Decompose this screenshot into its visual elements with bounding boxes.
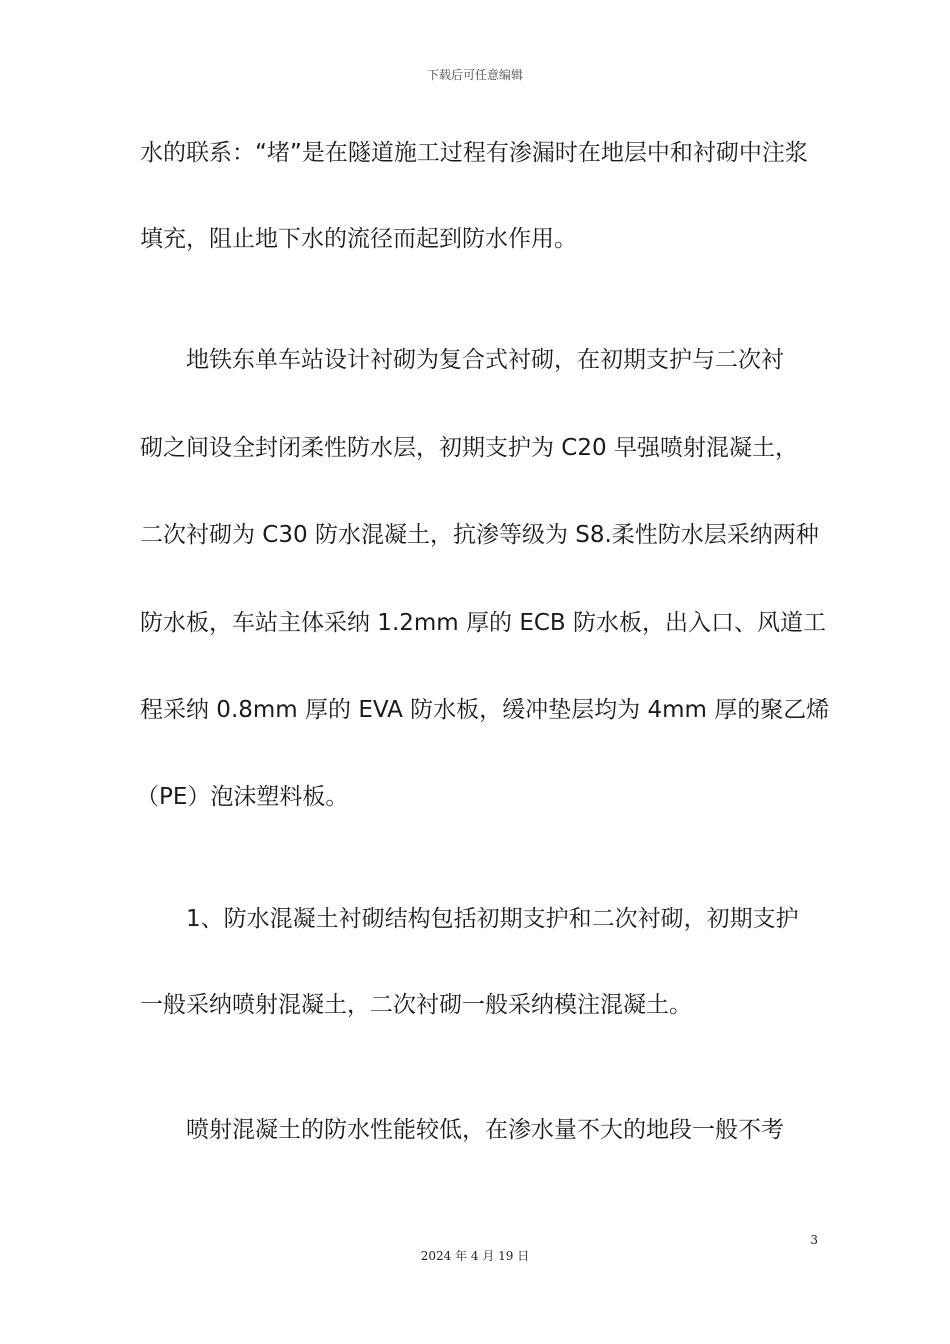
paragraph-2-line-4: 防水板，车站主体采纳 1.2mm 厚的 ECB 防水板，出入口、风道工 xyxy=(140,610,827,636)
paragraph-4-line-1: 喷射混凝土的防水性能较低，在渗水量不大的地段一般不考 xyxy=(186,1117,784,1143)
paragraph-2-line-6: （PE）泡沫塑料板。 xyxy=(136,784,349,810)
paragraph-2-line-5: 程采纳 0.8mm 厚的 EVA 防水板，缓冲垫层均为 4mm 厚的聚乙烯 xyxy=(140,697,830,723)
paragraph-1-line-1: 水的联系：“堵”是在隧道施工过程有渗漏时在地层中和衬砌中注浆 xyxy=(140,140,808,166)
paragraph-2-line-1: 地铁东单车站设计衬砌为复合式衬砌，在初期支护与二次衬 xyxy=(186,347,784,373)
page-header: 下载后可任意编辑 xyxy=(426,68,523,82)
paragraph-3-line-2: 一般采纳喷射混凝土，二次衬砌一般采纳模注混凝土。 xyxy=(140,992,692,1018)
paragraph-1-line-2: 填充，阻止地下水的流径而起到防水作用。 xyxy=(140,226,577,252)
paragraph-2-line-2: 砌之间设全封闭柔性防水层，初期支护为 C20 早强喷射混凝土， xyxy=(140,435,798,461)
paragraph-3-line-1: 1、防水混凝土衬砌结构包括初期支护和二次衬砌，初期支护 xyxy=(186,906,799,932)
footer-date: 2024 年 4 月 19 日 xyxy=(420,1249,530,1263)
page-number: 3 xyxy=(810,1233,818,1247)
paragraph-2-line-3: 二次衬砌为 C30 防水混凝土，抗渗等级为 S8.柔性防水层采纳两种 xyxy=(140,522,819,548)
